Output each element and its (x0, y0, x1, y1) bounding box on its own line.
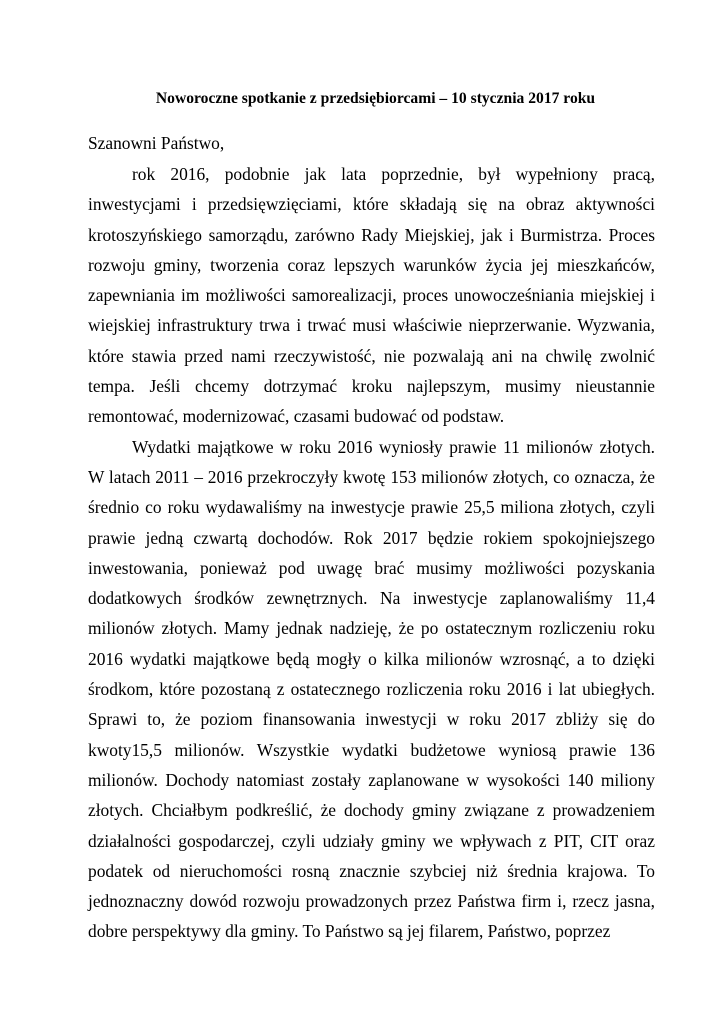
paragraph-2: Wydatki majątkowe w roku 2016 wyniosły prawie 11 milionów złotych. W latach 2011 – 2016 przekroczyły kwotę 153 milionów złotych, co oznacza, że średnio co roku wydawaliśmy na inwestycje prawie 25,5 miliona złotych, czyli prawie jedną czwartą dochodów. Rok 2017 będzie rokiem spokojniejszego inwestowania, ponieważ pod uwagę brać musimy możliwości pozyskania dodatkowych środków zewnętrznych. Na inwestycje zaplanowaliśmy 11,4 milionów złotych. Mamy jednak nadzieję, że po ostatecznym rozliczeniu roku 2016 wydatki majątkowe będą mogły o kilka milionów wzrosnąć, a to dzięki środkom, które pozostaną z ostatecznego rozliczenia roku 2016 i lat ubiegłych. Sprawi to, że poziom finansowania inwestycji w roku 2017 zbliży się do kwoty15,5 milionów. Wszystkie wydatki budżetowe wyniosą prawie 136 milionów. Dochody natomiast zostały zaplanowane w wysokości 140 miliony złotych. Chciałbym podkreślić, że dochody gminy związane z prowadzeniem działalności gospodarczej, czyli udziały gminy we wpływach z PIT, CIT oraz podatek od nieruchomości rosną znacznie szybciej niż średnia krajowa. To jednoznaczny dowód rozwoju prowadzonych przez Państwa firm i, rzecz jasna, dobre perspektywy dla gminy. To Państwo są jej filarem, Państwo, poprzez (88, 436, 655, 942)
salutation: Szanowni Państwo, (88, 133, 225, 153)
paragraph-1: rok 2016, podobnie jak lata poprzednie, był wypełniony pracą, inwestycjami i przedsięwzięciami, które składają się na obraz aktywności krotoszyńskiego samorządu, zarówno Rady Miejskiej, jak i Burmistrza. Proces rozwoju gminy, tworzenia coraz lepszych warunków życia jej mieszkańców, zapewniania im możliwości samorealizacji, proces unowocześniania miejskiej i wiejskiej infrastruktury trwa i trwać musi właściwie nieprzerwanie. Wyzwania, które stawia przed nami rzeczywistość, nie pozwalają ani na chwilę zwolnić tempa. Jeśli chcemy dotrzymać kroku najlepszym, musimy nieustannie remontować, modernizować, czasami budować od podstaw. (88, 164, 655, 427)
document-title: Noworoczne spotkanie z przedsiębiorcami – 10 stycznia 2017 roku (155, 90, 596, 107)
